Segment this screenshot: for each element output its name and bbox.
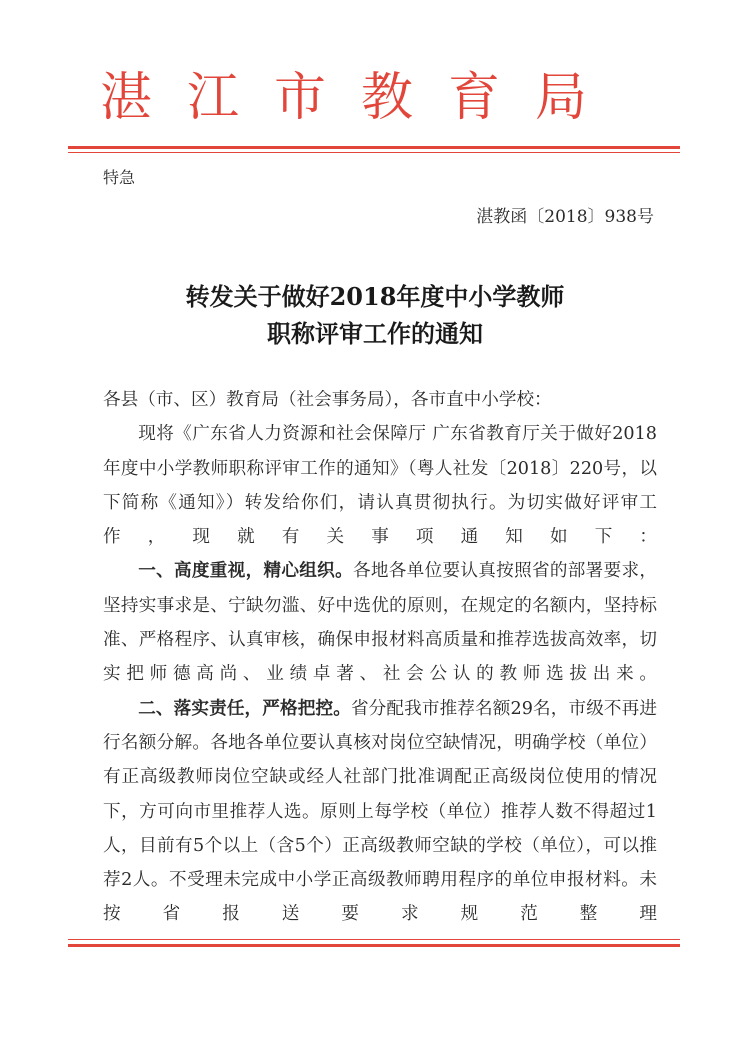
footer-red-rule-thick [68,944,680,947]
section-1-text: 各地各单位要认真按照省的部署要求，坚持实事求是、宁缺勿滥、好中选优的原则，在规定的名额内，坚持标准、严格程序、认真审核，确保申报材料高质量和推荐选拔高效率，切实把师德高尚、业绩卓著、社会公认的教师选拔出来。 [103,561,657,685]
letterhead-org-name: 湛江市教育局 [100,68,623,128]
intro-paragraph: 现将《广东省人力资源和社会保障厅 广东省教育厅关于做好2018年度中小学教师职称评审工作的通知》（粤人社发〔2018〕220号，以下简称《通知》）转发给你们，请认真贯彻执行。为切实做好评审工作，现就有关事项通知如下： [103,424,657,548]
footer-red-rule-thin [68,939,680,940]
section-1-heading: 一、高度重视，精心组织。 [138,561,353,582]
section-2-text: 省分配我市推荐名额29名，市级不再进行名额分解。各地各单位要认真核对岗位空缺情况，明确学校（单位）有正高级教师岗位空缺或经人社部门批准调配正高级岗位使用的情况下，方可向市里推荐人选。原则上每学校（单位）推荐人数不得超过1人，目前有5个以上（含5个）正高级教师空缺的学校（单位），可以推荐2人。不受理未完成中小学正高级教师聘用程序的单位申报材料。未按省报送要求规范整理 [103,698,657,925]
section-2-heading: 二、落实责任，严格把控。 [138,698,351,719]
urgency-label: 特急 [103,168,136,187]
document-number: 湛教函〔2018〕938号 [476,207,654,227]
letterhead-red-rule-thick [68,146,680,149]
document-title-line-2: 职称评审工作的通知 [267,319,483,348]
letterhead-red-rule-thin [68,152,680,153]
addressee: 各县（市、区）教育局（社会事务局），各市直中小学校： [103,390,552,410]
document-title-line-1: 转发关于做好2018年度中小学教师 [185,282,565,311]
section-2-paragraph [103,692,657,932]
document-body [103,383,657,932]
section-1-paragraph [103,554,657,691]
